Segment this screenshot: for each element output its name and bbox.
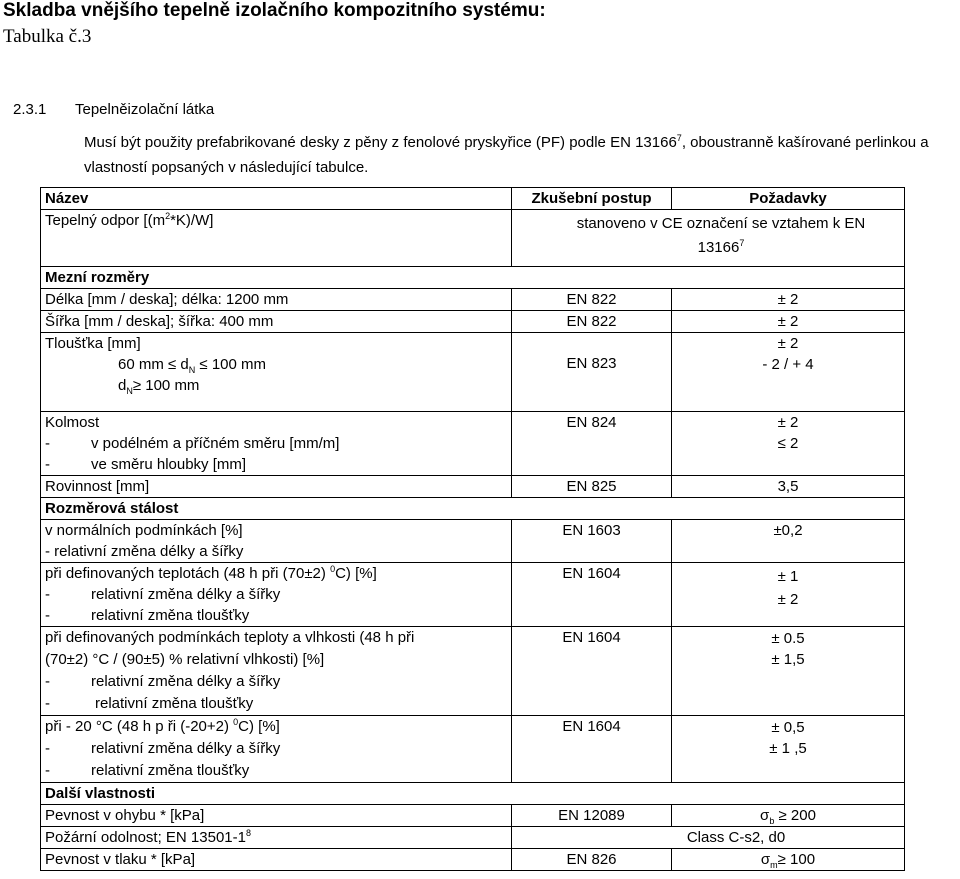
table-header-row xyxy=(41,188,905,210)
table-row xyxy=(41,476,905,498)
table-row xyxy=(41,849,905,871)
table-row xyxy=(41,805,905,827)
row-label: při definovaných podmínkách teploty a vlhkosti (48 h při (70±2) °C / (90±5) % relativní vlhkosti) [%] - relativní změna délky a šířky - relativní změna tloušťky xyxy=(41,627,512,716)
test-method: EN 1604 xyxy=(512,716,672,783)
group-title: Další vlastnosti xyxy=(41,783,905,805)
section-number: 2.3.1 xyxy=(13,101,47,118)
group-row xyxy=(41,783,905,805)
test-method: EN 822 xyxy=(512,311,672,333)
table-row xyxy=(41,311,905,333)
test-method: EN 12089 xyxy=(512,805,672,827)
test-method: EN 824 xyxy=(512,412,672,476)
group-title: Rozměrová stálost xyxy=(41,498,905,520)
row-label: při definovaných teplotách (48 h při (70±2) $^0$C) [%] - relativní změna délky a šířky - relativní změna tloušťky xyxy=(41,563,512,627)
column-header: Název xyxy=(41,188,512,210)
row-label: Tloušťka [mm] 60 mm ≤ $d_N \le 100$ mm $d_N\ge 100$ mm xyxy=(41,333,512,412)
requirement: ± 2 ≤ 2 xyxy=(672,412,905,476)
merged-requirement: stanoveno v CE označení se vztahem k EN 13166$^7$ xyxy=(512,210,905,267)
test-method: EN 822 xyxy=(512,289,672,311)
section-title: Tepelněizolační látka xyxy=(75,101,215,118)
row-label: Rovinnost [mm] xyxy=(41,476,512,498)
intro-text: Musí být použity prefabrikované desky z pěny z fenolové pryskyřice (PF) podle EN 13166 xyxy=(84,134,677,151)
footnote-ref: 7 xyxy=(676,133,682,143)
table-row xyxy=(41,716,905,783)
requirement: ± 1 ± 2 xyxy=(672,563,905,627)
test-method: EN 1604 xyxy=(512,563,672,627)
requirements-table xyxy=(40,187,905,871)
requirement: ± 0,5 ± 1 ,5 xyxy=(672,716,905,783)
column-header: Požadavky xyxy=(672,188,905,210)
requirement: $\sigma_m\ge 100$ xyxy=(672,849,905,871)
row-label: při - 20 °C (48 h p ři (-20+2) $^0$C) [%] - relativní změna délky a šířky - relativní změna tloušťky xyxy=(41,716,512,783)
group-row xyxy=(41,498,905,520)
table-row xyxy=(41,563,905,627)
requirement: $\sigma_b \ge 200$ xyxy=(672,805,905,827)
row-label: Pevnost v tlaku * [kPa] xyxy=(41,849,512,871)
row-label: Kolmost - v podélném a příčném směru [mm/m] - ve směru hloubky [mm] xyxy=(41,412,512,476)
test-method: EN 1603 xyxy=(512,520,672,563)
intro-text-cont: , oboustranně kašírované perlinkou a vlastností popsaných v následující tabulce. xyxy=(84,134,929,176)
row-label: Požární odolnost; EN $13501-1^8$ xyxy=(41,827,512,849)
test-method: EN 823 xyxy=(512,333,672,412)
row-label: Délka [mm / deska]; délka: 1200 mm xyxy=(41,289,512,311)
requirement: ± 2 xyxy=(672,311,905,333)
table-row xyxy=(41,827,905,849)
requirement: 3,5 xyxy=(672,476,905,498)
row-label: v normálních podmínkách [%] - relativní změna délky a šířky xyxy=(41,520,512,563)
test-method: EN 826 xyxy=(512,849,672,871)
section-intro xyxy=(84,130,956,180)
table-row xyxy=(41,520,905,563)
table-row xyxy=(41,210,905,267)
group-title: Mezní rozměry xyxy=(41,267,905,289)
table-row xyxy=(41,412,905,476)
table-row xyxy=(41,333,905,412)
test-method: EN 825 xyxy=(512,476,672,498)
document-title: Skladba vnějšího tepelně izolačního kompozitního systému: xyxy=(3,0,546,21)
table-caption: Tabulka č.3 xyxy=(3,26,92,47)
requirement: ± 0.5 ± 1,5 xyxy=(672,627,905,716)
requirement: ± 2 - 2 / + 4 xyxy=(672,333,905,412)
test-method: EN 1604 xyxy=(512,627,672,716)
column-header: Zkušební postup xyxy=(512,188,672,210)
row-label: Šířka [mm / deska]; šířka: 400 mm xyxy=(41,311,512,333)
requirement: ±0,2 xyxy=(672,520,905,563)
table-row xyxy=(41,289,905,311)
merged-requirement: Class C-s2, d0 xyxy=(512,827,905,849)
requirement: ± 2 xyxy=(672,289,905,311)
row-label: Pevnost v ohybu * [kPa] xyxy=(41,805,512,827)
group-row xyxy=(41,267,905,289)
table-row xyxy=(41,627,905,716)
row-label: Tepelný odpor $[(m^2*K)/W]$ xyxy=(41,210,512,267)
